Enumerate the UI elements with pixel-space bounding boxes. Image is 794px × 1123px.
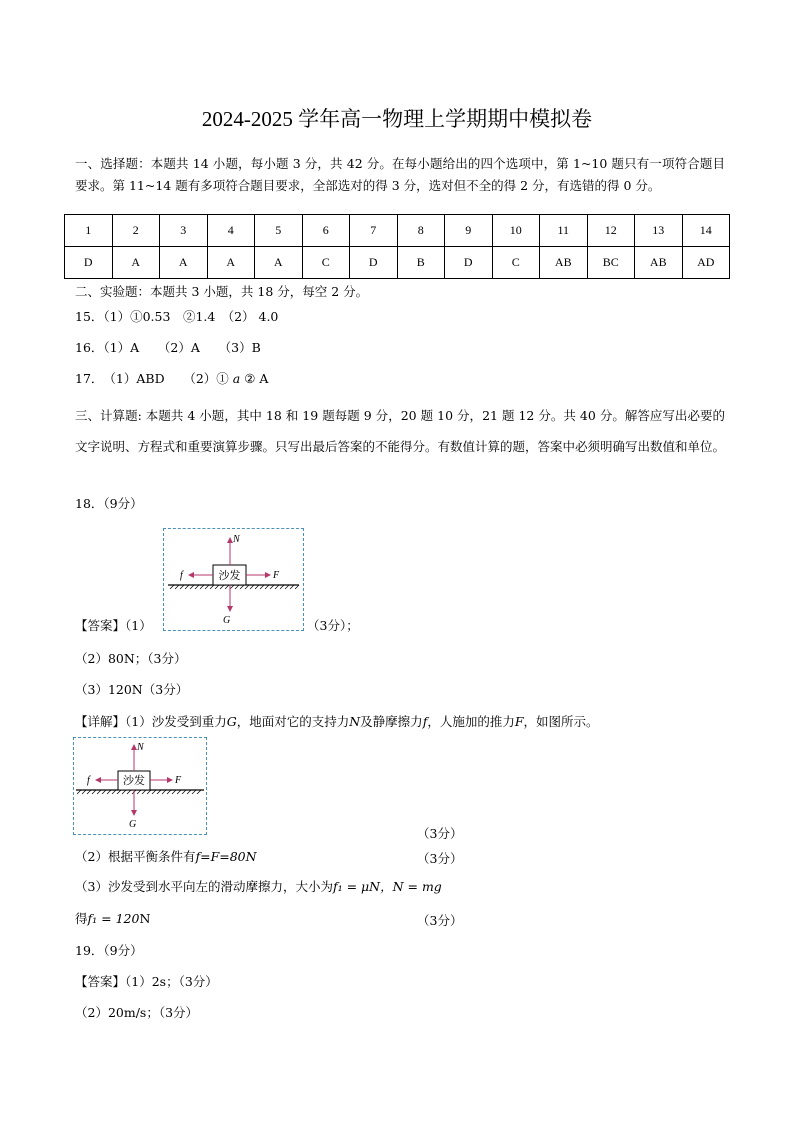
detail-text: 及静摩擦力 <box>360 714 423 729</box>
table-cell-number: 14 <box>682 215 730 247</box>
table-cell-number: 10 <box>492 215 540 247</box>
gravity-label: G <box>223 615 231 626</box>
table-cell-answer: A <box>160 247 208 279</box>
detail-symbol-f: f <box>422 714 428 729</box>
detail-text: 【详解】（1）沙发受到重力 <box>75 714 227 729</box>
push-force-label: F <box>273 570 280 581</box>
q18-header: 18．（9分） <box>75 496 143 511</box>
detail-1-score: （3分） <box>417 826 463 841</box>
table-cell-number: 4 <box>207 215 255 247</box>
table-cell-number: 11 <box>540 215 588 247</box>
q19-answer-2: （2）20m/s；（3分） <box>75 1005 199 1020</box>
answer-table <box>64 214 730 279</box>
table-cell-answer: A <box>112 247 160 279</box>
table-cell-number: 2 <box>112 215 160 247</box>
table-cell-answer: D <box>65 247 113 279</box>
free-body-diagram-svg <box>164 529 303 630</box>
detail-text: ，如图所示。 <box>523 714 599 729</box>
table-cell-answer: AB <box>635 247 683 279</box>
table-cell-number: 5 <box>255 215 303 247</box>
detail-2-score: （3分） <box>417 851 463 866</box>
detail-equation: f₁ = μN，N = mg <box>332 879 442 894</box>
detail-text: ，地面对它的支持力 <box>236 714 350 729</box>
q18-answer-label: 【答案】（1） <box>75 618 152 633</box>
section3-intro-text: 三、计算题: 本题共 4 小题，其中 18 和 19 题每题 9 分，20 题 10 分，21 题 12 分。共 40 分。解答应写出必要的文字说明、方程式和重要演算步骤。只写出最后答案的不能得分。有数值计算的题，答案中必须明确写出数值和单位。 <box>75 408 726 454</box>
section2-intro: 二、实验题：本题共 3 小题，共 18 分，每空 2 分。 <box>75 284 369 299</box>
q16-answer: 16．（1）A （2）A （3）B <box>75 340 261 355</box>
q18-detail-4 <box>75 911 150 927</box>
table-cell-answer: AB <box>540 247 588 279</box>
friction-label: f <box>180 570 183 581</box>
q15-answer: 15．（1）①0.53 ②1.4 （2） 4.0 <box>75 309 279 324</box>
detail-4-score: （3分） <box>417 913 463 928</box>
table-cell-number: 7 <box>350 215 398 247</box>
detail-equation: f₁ = 120 <box>87 911 140 926</box>
q18-answer-3: （3）120N（3分） <box>75 682 189 697</box>
q17-answer-tail: ② A <box>244 371 269 386</box>
free-body-diagram-detail-svg <box>74 738 206 834</box>
detail-text: （3）沙发受到水平向左的滑动摩擦力，大小为 <box>75 879 333 894</box>
push-force-label: F <box>175 775 182 786</box>
q19-answer-1: 【答案】（1）2s；（3分） <box>75 974 218 989</box>
table-cell-answer: D <box>350 247 398 279</box>
detail-text: ，人施加的推力 <box>427 714 515 729</box>
q18-answer-2: （2）80N；（3分） <box>75 651 187 666</box>
section1-intro: 一、选择题：本题共 14 小题，每小题 3 分，共 42 分。在每小题给出的四个选项中，第 1~10 题只有一项符合题目要求。第 11~14 题有多项符合题目要求，全部选对的得 3 分，选对但不全的得 2 分，有选错的得 0 分。 <box>75 156 725 193</box>
q18-answer-1-score: （3分）； <box>307 618 359 633</box>
sofa-label: 沙发 <box>218 570 241 582</box>
table-cell-number: 12 <box>587 215 635 247</box>
detail-symbol-push: F <box>514 714 524 729</box>
table-cell-answer: C <box>302 247 350 279</box>
table-cell-number: 9 <box>445 215 493 247</box>
detail-equation: f=F=80N <box>195 849 257 864</box>
detail-symbol-g: G <box>226 714 237 729</box>
detail-text: （2）根据平衡条件有 <box>75 849 196 864</box>
q17-answer-text: 17． （1）ABD （2）① <box>75 371 229 386</box>
gravity-label: G <box>129 819 137 830</box>
page-title: 2024-2025 学年高一物理上学期期中模拟卷 <box>201 107 593 131</box>
table-cell-number: 1 <box>65 215 113 247</box>
q18-detail-1 <box>75 714 599 730</box>
q18-detail-2 <box>75 849 257 865</box>
friction-label: f <box>87 775 90 786</box>
detail-text: 得 <box>75 911 88 926</box>
answer-table-answer-row <box>65 247 730 279</box>
detail-unit: N <box>139 911 151 926</box>
free-body-diagram-answer <box>163 528 304 631</box>
table-cell-number: 3 <box>160 215 208 247</box>
table-cell-answer: B <box>397 247 445 279</box>
normal-force-label: N <box>233 534 240 545</box>
table-cell-answer: AD <box>682 247 730 279</box>
table-cell-answer: A <box>207 247 255 279</box>
table-cell-answer: BC <box>587 247 635 279</box>
q19-header: 19．（9分） <box>75 943 143 958</box>
section3-intro <box>75 400 725 462</box>
sofa-label: 沙发 <box>123 775 145 787</box>
normal-force-label: N <box>137 742 144 753</box>
table-cell-number: 8 <box>397 215 445 247</box>
q17-answer <box>75 371 268 387</box>
table-cell-answer: C <box>492 247 540 279</box>
detail-symbol-n: N <box>349 714 361 729</box>
answer-table-number-row <box>65 215 730 247</box>
free-body-diagram-detail <box>73 737 207 835</box>
table-cell-number: 13 <box>635 215 683 247</box>
q18-detail-3 <box>75 879 442 895</box>
table-cell-number: 6 <box>302 215 350 247</box>
q17-variable: a <box>232 371 241 386</box>
table-cell-answer: D <box>445 247 493 279</box>
table-cell-answer: A <box>255 247 303 279</box>
